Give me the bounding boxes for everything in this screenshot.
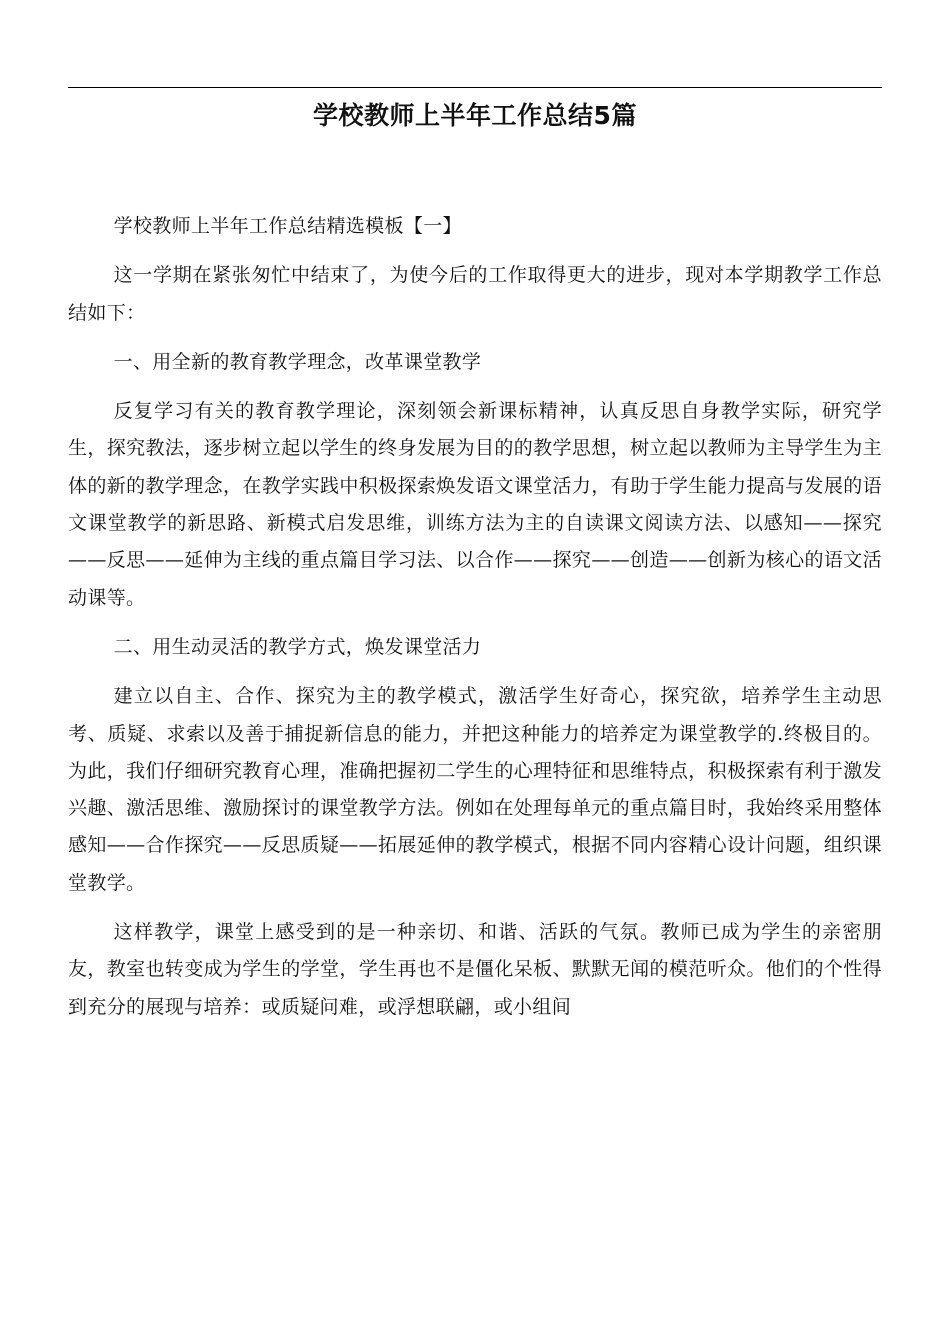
body-paragraph: 建立以自主、合作、探究为主的教学模式，激活学生好奇心，探究欲，培养学生主动思考、质疑、求索以及善于捕捉新信息的能力，并把这种能力的培养定为课堂教学的.终极目的。为此，我们仔细研究教育心理，准确把握初二学生的心理特征和思维特点，积极探索有利于激发兴趣、激活思维、激励探讨的课堂教学方法。例如在处理每单元的重点篇目时，我始终采用整体感知——合作探究——反思质疑——拓展延伸的教学模式，根据不同内容精心设计问题，组织课堂教学。 xyxy=(68,685,882,894)
document-body xyxy=(68,208,882,1038)
body-paragraph: 反复学习有关的教育教学理论，深刻领会新课标精神，认真反思自身教学实际，研究学生，探究教法，逐步树立起以学生的终身发展为目的的教学思想，树立起以教师为主导学生为主体的新的教学理念，在教学实践中积极探索焕发语文课堂活力，有助于学生能力提高与发展的语文课堂教学的新思路、新模式启发思维，训练方法为主的自读课文阅读方法、以感知——探究——反思——延伸为主线的重点篇目学习法、以合作——探究——创造——创新为核心的语文活动课等。 xyxy=(68,400,882,609)
subheading-one: 一、用全新的教育教学理念，改革课堂教学 xyxy=(113,350,482,373)
body-paragraph: 这样教学，课堂上感受到的是一种亲切、和谐、活跃的气氛。教师已成为学生的亲密朋友，教室也转变成为学生的学堂，学生再也不是僵化呆板、默默无闻的模范听众。他们的个性得到充分的展现与培养：或质疑问难，或浮想联翩，或小组间 xyxy=(68,921,882,1018)
document-title: 学校教师上半年工作总结5篇 xyxy=(313,101,637,130)
section-heading: 学校教师上半年工作总结精选模板【一】 xyxy=(113,215,462,237)
subheading-two: 二、用生动灵活的教学方式，焕发课堂活力 xyxy=(113,635,482,658)
header-rule xyxy=(68,87,882,88)
intro-paragraph: 这一学期在紧张匆忙中结束了，为使今后的工作取得更大的进步，现对本学期教学工作总结如下： xyxy=(68,264,882,324)
